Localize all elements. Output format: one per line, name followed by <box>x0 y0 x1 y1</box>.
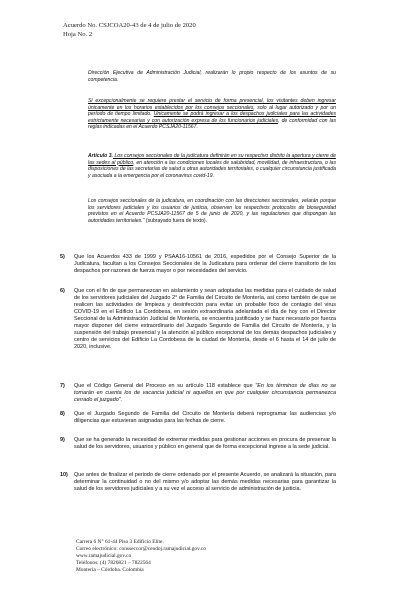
list-item-8 <box>60 411 336 425</box>
quote-3-text: , en atención a las condiciones locales de salubridad, movilidad, de infraestructura, o las disposiciones de las secretarías de salud u otras autoridades territoriales, o cualquier circunstancia justificada y asociada a la emergencia por el coronavirus covid-19. <box>88 159 336 179</box>
quote-2-end: , de conformidad con las reglas indicadas en el Acuerdo PCSJA20-11567. <box>88 117 336 131</box>
quote-2-underlined-2: Únicamente se podrá ingresar a los despachos judiciales para las actividades estrictamente necesarias y con autorización expresa de los funcionarios judiciales <box>88 111 336 124</box>
footer-website: www.ramajudicial.gov.co <box>76 553 132 559</box>
quote-paragraph-3 <box>88 153 336 179</box>
quote-2-text: , solo al lugar autorizado y por un período de tiempo limitado. <box>88 104 336 118</box>
item-quote: "En los términos de días no se tomarán en cuenta los de vacancia judicial ni aquellos en que por cualquier circunstancia permanezca cerrado el juzgado". <box>74 383 336 403</box>
quote-4-text: Los consejos seccionales de la judicatura, en coordinación con las direcciones seccionales, velarán porque los servidores judiciales y los usuarios de justicia, observen los respectivos protocolos de bioseguridad previstos en el Acuerdo PCSJA20-11567 de 5 de junio de 2020, y las regulaciones que dispongan las autoridades territoriales." <box>88 198 336 224</box>
quote-paragraph-1 <box>88 70 336 83</box>
list-item-6 <box>60 288 336 351</box>
quote-3-underlined: Los consejos seccionales de la judicatura definirán en su respectivo distrito la apertura y cierre de las sedes al público <box>88 153 336 166</box>
item-number: 9) <box>60 437 65 443</box>
document-footer <box>76 539 206 574</box>
list-item-9 <box>60 437 336 451</box>
list-item-10 <box>60 472 336 493</box>
header-page-line: Hoja No. 2 <box>63 30 93 38</box>
footer-email: Correo electrónico: consseccor@cendoj.ramajudicial.gov.co <box>76 546 206 552</box>
item-number: 8) <box>60 411 65 417</box>
list-item-7 <box>60 383 336 404</box>
item-text: Que con el fin de que permanezcan en aislamiento y sean adoptadas las medidas para el cuidado de salud de los servidores judiciales del Juzgado 2° de Familia del Circuito de Montería, así como también de que se realicen las actividades de limpieza y desinfección para evitar un probable foco de contagio del virus COVID-19 en el Edificio La Cordobesa, en sesión extraordinaria adelantada el día de hoy con el Director Seccional de la Administración Judicial de Montería, se encuentra justificado y se hace necesario por fuerza mayor disponer del cierre extraordinario del Juzgado Segundo de Familia del Circuito de Montería, y la suspensión del trabajo presencial y la atención al público excepcional de los demás despachos judiciales y centro de servicios del Edificio La Cordobesa de la ciudad de Montería, desde el 6 hasta el 14 de julio de 2020, inclusive. <box>74 288 336 350</box>
quote-1-text: Dirección Ejecutiva de Administración Judicial, realizarán lo propio respecto de los asuntos de su competencia. <box>88 70 336 83</box>
header-agreement-line: Acuerdo No. CSJCOA20-43 de 4 de julio de 2020 <box>63 22 196 29</box>
item-text: Que se ha generado la necesidad de extremar medidas para gestionar acciones en procura de preservar la salud de los servidores, usuarios y público en general que de forma excepcional ingrese a la sede judicial. <box>74 437 336 450</box>
footer-phones: Teléfonos: (4) 7826821 – 7822564 <box>76 560 151 566</box>
item-text: Que el Juzgado Segundo de Familia del Circuito de Montería deberá reprogramar las audiencias y/o diligencias que estuvieran asignadas para las fechas de cierre. <box>74 411 336 424</box>
document-header <box>63 22 196 39</box>
item-text: Que antes de finalizar el periodo de cierre ordenado por el presente Acuerdo, se analizará la situación, para determinar la continuidad o no del mismo y/o adoptar las demás medidas necesarias para garantizar la salud de los servidores judiciales y a su vez el acceso al servicio de administración de justicia. <box>74 472 336 492</box>
quote-paragraph-2 <box>88 98 336 131</box>
item-number: 5) <box>60 254 65 260</box>
quote-paragraph-4 <box>88 198 336 224</box>
article-3-label: Artículo 3. <box>88 153 113 159</box>
list-item-5 <box>60 254 336 275</box>
quote-2-underlined: Si excepcionalmente se requiere prestar el servicio de forma presencial, los visitantes deben ingresar únicamente en los horarios establecidos por los consejos seccionales <box>88 98 336 111</box>
quote-4-note: (subrayado fuera de texto). <box>144 217 208 224</box>
item-text: Que los Acuerdos 433 de 1999 y PSAA16-10561 de 2016, expedidos por el Consejo Superior de la Judicatura, facultan a los Consejos Seccionales de la Judicatura para ordenar del cierre transitorio de los despachos por razones de fuerza mayor o por necesidades del servicio. <box>74 254 336 274</box>
item-number: 6) <box>60 288 65 294</box>
item-text: Que el Código General del Proceso en su artículo 118 establece que <box>74 383 256 389</box>
item-number: 10) <box>60 472 68 478</box>
footer-city: Montería – Córdoba. Colombia <box>76 567 144 573</box>
item-number: 7) <box>60 383 65 389</box>
footer-address: Carrera 6 N° 61-44 Piso 3 Edificio Elite. <box>76 539 164 545</box>
